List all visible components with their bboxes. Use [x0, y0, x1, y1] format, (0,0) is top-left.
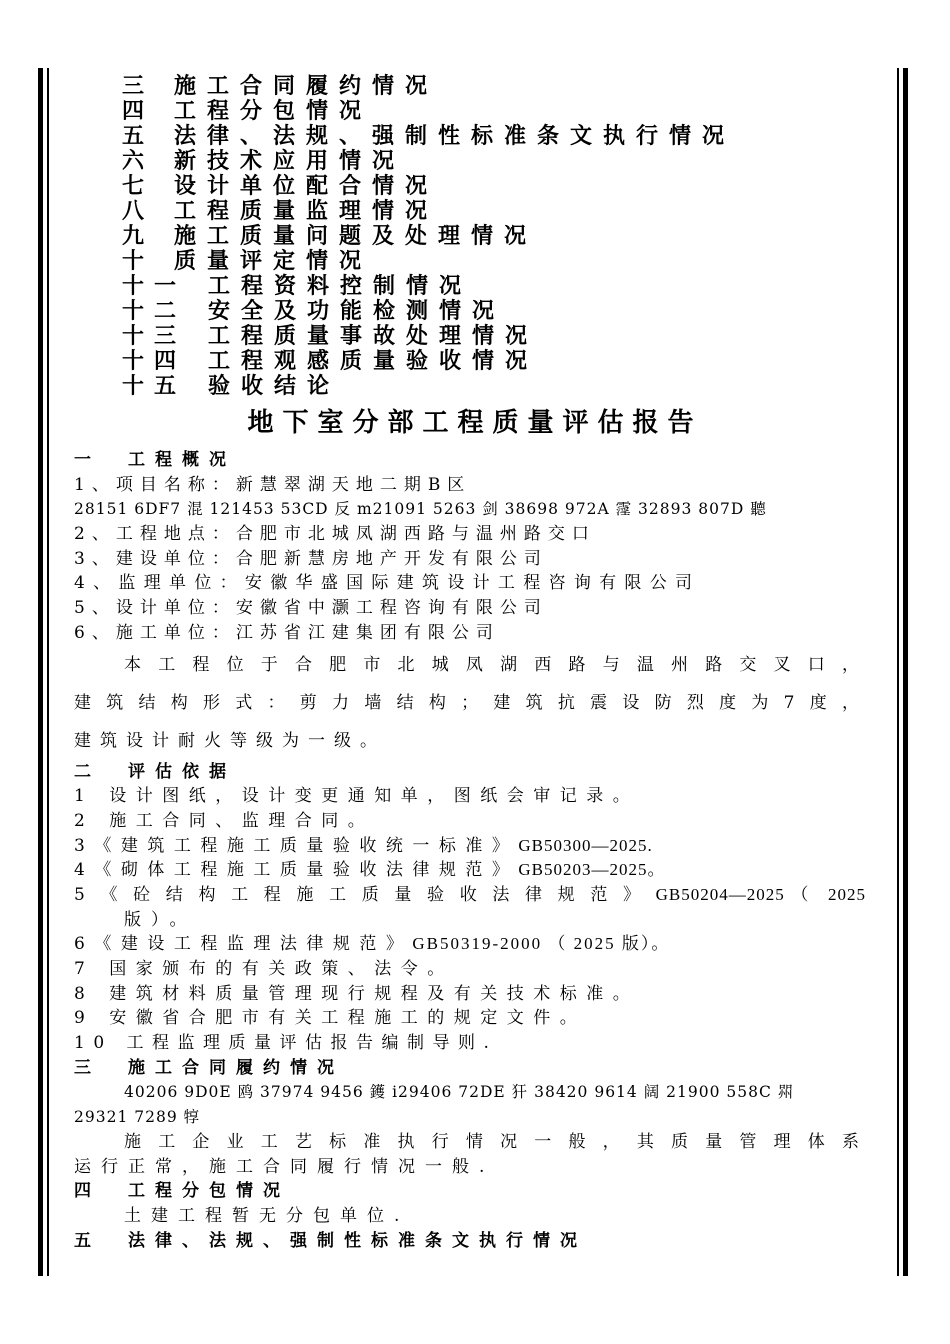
basis-item: 3《建筑工程施工质量验收统一标准》GB50300—2025. — [74, 835, 653, 856]
design-unit: 5、设计单位：安徽省中灏工程咨询有限公司 — [74, 598, 548, 619]
supervision-unit: 4、监理单位：安徽华盛国际建筑设计工程咨询有限公司 — [74, 573, 701, 594]
basis-item: 5《砼结构工程施工质量验收法律规范》GB50204—2025（ 2025 — [74, 884, 866, 905]
basis-item: 4《砌体工程施工质量验收法律规范》GB50203—2025。 — [74, 860, 666, 881]
report-title: 地下室分部工程质量评估报告 — [247, 408, 703, 438]
builder-unit: 6、施工单位：江苏省江建集团有限公司 — [74, 622, 500, 643]
overview-paragraph-1: 本工程位于合肥市北城凤湖西路与温州路交叉口， — [124, 654, 866, 675]
garbled-line: 40206 9D0E 鸥 37974 9456 鑊 i29406 72DE 犴 38420 9614 阔 21900 558C 喌 — [124, 1083, 795, 1102]
basis-item: 9 安徽省合肥市有关工程施工的规定文件。 — [74, 1008, 587, 1029]
garbled-line: 29321 7289 犉 — [74, 1108, 201, 1127]
contract-paragraph-2: 运行正常，施工合同履行情况一般. — [74, 1156, 495, 1177]
left-border-thick — [38, 68, 43, 1276]
project-name: 1、项目名称：新慧翠湖天地二期B区 — [74, 474, 472, 495]
basis-item: 10 工程监理质量评估报告编制导则. — [74, 1033, 498, 1054]
section-heading-contract: 三 施工合同履约情况 — [74, 1057, 344, 1078]
toc-item: 八 工程质量监理情况 — [122, 198, 439, 224]
left-border-thin — [47, 68, 49, 1276]
toc-item: 十 质量评定情况 — [122, 248, 373, 274]
section-heading-overview: 一 工程概况 — [74, 450, 236, 470]
basis-item-continued: 版）。 — [124, 909, 197, 930]
toc-item: 九 施工质量问题及处理情况 — [122, 223, 538, 249]
right-border-thin — [897, 68, 899, 1276]
toc-item: 三 施工合同履约情况 — [122, 73, 439, 99]
basis-item: 8 建筑材料质量管理现行规程及有关技术标准。 — [74, 983, 640, 1004]
project-location: 2、工程地点：合肥市北城凤湖西路与温州路交口 — [74, 524, 596, 545]
toc-item: 十二 安全及功能检测情况 — [122, 298, 506, 324]
subcontract-paragraph: 土建工程暂无分包单位. — [124, 1205, 410, 1226]
garbled-line: 28151 6DF7 混 121453 53CD 反 m21091 5263 剑 38698 972A 霪 32893 807D 聽 — [74, 500, 767, 519]
toc-item: 五 法律、法规、强制性标准条文执行情况 — [122, 123, 736, 149]
toc-item: 六 新技术应用情况 — [122, 148, 406, 174]
toc-item: 十四 工程观感质量验收情况 — [122, 348, 539, 374]
table-of-contents — [122, 74, 735, 399]
basis-item: 2 施工合同、监理合同。 — [74, 810, 375, 831]
toc-item: 四 工程分包情况 — [122, 98, 373, 124]
basis-item: 7 国家颁布的有关政策、法令。 — [74, 959, 454, 979]
overview-paragraph-3: 建筑设计耐火等级为一级。 — [74, 730, 386, 751]
toc-item: 十五 验收结论 — [122, 373, 341, 399]
toc-item: 十一 工程资料控制情况 — [122, 273, 473, 299]
section-heading-basis: 二 评估依据 — [74, 761, 236, 782]
contract-paragraph-1: 施工企业工艺标准执行情况一般，其质量管理体系 — [124, 1131, 866, 1152]
overview-paragraph-2: 建筑结构形式：剪力墙结构；建筑抗震设防烈度为7度， — [74, 692, 866, 713]
section-heading-laws: 五 法律、法规、强制性标准条文执行情况 — [74, 1230, 587, 1251]
toc-item: 七 设计单位配合情况 — [122, 173, 439, 199]
right-border-thick — [903, 68, 908, 1276]
report-body — [74, 448, 866, 1253]
construction-unit: 3、建设单位：合肥新慧房地产开发有限公司 — [74, 548, 548, 569]
toc-item: 十三 工程质量事故处理情况 — [122, 323, 539, 349]
basis-item: 1 设计图纸，设计变更通知单，图纸会审记录。 — [74, 786, 640, 807]
basis-item: 6《建设工程监理法律规范》GB50319-2000 （ 2025 版）。 — [74, 934, 671, 955]
section-heading-subcontract: 四 工程分包情况 — [74, 1181, 290, 1202]
